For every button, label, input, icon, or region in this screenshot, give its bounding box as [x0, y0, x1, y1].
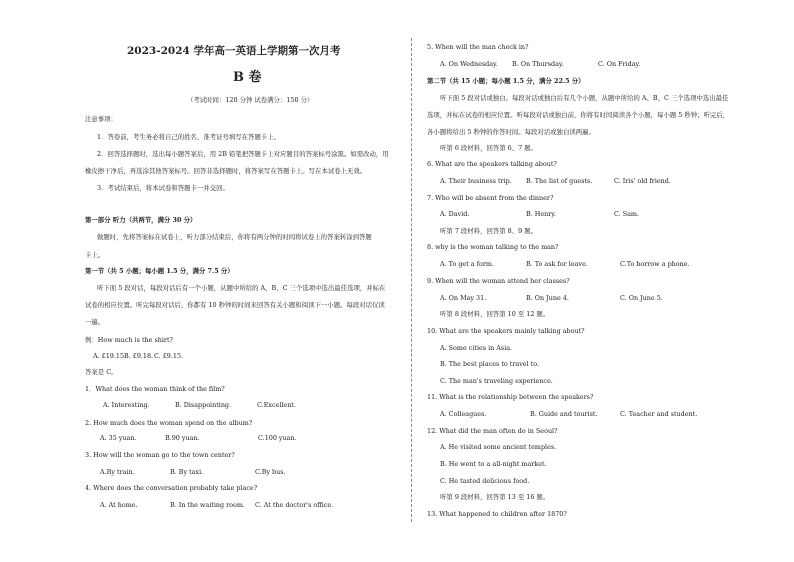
part1-heading: 第一部分 听力（共两节，满分 30 分） [85, 216, 197, 224]
column-divider [411, 38, 412, 522]
q11-option-c[interactable]: C. Teacher and student. [620, 410, 698, 418]
q4-option-c[interactable]: C. At the doctor's office. [255, 501, 334, 509]
exam-info: （考试时间：120 分钟 试卷满分：150 分） [187, 96, 314, 104]
listen-material-9: 听第 9 段材料，回答第 13 至 16 题。 [440, 493, 550, 501]
q2-stem: 2. How much does the woman spend on the album? [85, 419, 253, 427]
q7-option-c[interactable]: C. Sam. [614, 210, 640, 218]
q5-stem: 5. When will the man check in? [427, 43, 529, 51]
note-1: 1．答卷前，考生务必将自己的姓名、准考证号填写在答题卡上。 [97, 133, 281, 141]
q8-stem: 8. why is the woman talking to the man? [427, 243, 559, 251]
example-option-c: C. £9.15. [154, 352, 184, 360]
q10-option-c[interactable]: C. The man's traveling experience. [440, 377, 553, 385]
notes-heading: 注意事项： [85, 115, 117, 123]
q9-option-b[interactable]: B. On June 4. [526, 294, 569, 302]
q6-option-a[interactable]: A. Their business trip. [440, 177, 512, 185]
q5-option-a[interactable]: A. On Wednesday. [440, 60, 498, 68]
q11-option-b[interactable]: B. Guide and tourist. [530, 410, 598, 418]
example-option-b: B. £9.18. [124, 352, 154, 360]
part1-intro: 做题时，先将答案标在试卷上，听力部分结束后，你将有两分钟的时间将试卷上的答案转涂到答题 [97, 233, 372, 241]
q6-stem: 6. What are the speakers talking about? [427, 160, 557, 168]
part1-intro-cont: 卡上。 [85, 251, 105, 259]
q7-option-b[interactable]: B. Henry. [526, 210, 557, 218]
listen-material-7: 听第 7 段材料，回答第 8、9 题。 [440, 227, 538, 235]
example-option-a: A. £19.15. [93, 352, 127, 360]
example-answer: 答案是 C。 [85, 368, 118, 376]
section1-heading: 第一节（共 5 小题；每小题 1.5 分，满分 7.5 分） [85, 267, 234, 275]
q10-option-a[interactable]: A. Some cities in Asia. [440, 344, 513, 352]
section2-intro-end: 各小题将给出 5 秒钟的作答时间。每段对话或独白读两遍。 [427, 128, 595, 136]
q8-option-b[interactable]: B. To ask for leave. [526, 260, 588, 268]
q8-option-c[interactable]: C.To borrow a phone. [620, 260, 690, 268]
volume-label: B 卷 [233, 70, 262, 85]
section2-heading: 第二节（共 15 小题；每小题 1.5 分，满分 22.5 分） [427, 77, 585, 85]
q7-option-a[interactable]: A. David. [440, 210, 470, 218]
q12-option-b[interactable]: B. He went to a all-night market. [440, 460, 547, 468]
note-3: 3．考试结束后，将本试卷和答题卡一并交回。 [97, 184, 229, 192]
q3-option-b[interactable]: B. By taxi. [170, 468, 204, 476]
q4-option-b[interactable]: B. In the waiting room. [170, 501, 245, 509]
q1-stem: 1．What does the woman think of the film? [85, 385, 225, 393]
q13-stem: 13. What happened to children after 1870? [427, 510, 567, 518]
q11-stem: 11. What is the relationship between the speakers? [427, 393, 594, 401]
q10-stem: 10. What are the speakers mainly talking about? [427, 327, 585, 335]
q12-option-a[interactable]: A. He visited some ancient temples. [440, 443, 557, 451]
section1-intro: 听下面 5 段对话，每段对话后有一个小题，从题中所给的 A、B、C 三个选项中选出最佳选项，并标在 [97, 284, 386, 292]
q2-option-c[interactable]: C.100 yuan. [258, 434, 297, 442]
section2-intro: 听下面 5 段对话或独白。每段对话或独白后有几个小题，从题中所给的 A、B、C 三个选项中选出最佳 [440, 94, 729, 102]
q7-stem: 7. Who will be absent from the dinner? [427, 194, 554, 202]
q3-option-c[interactable]: C.By bus. [255, 468, 286, 476]
q10-option-b[interactable]: B. The best places to travel to. [440, 360, 540, 368]
q1-option-b[interactable]: B. Disappointing. [175, 401, 232, 409]
listen-material-8: 听第 8 段材料，回答第 10 至 12 题。 [440, 310, 550, 318]
section2-intro-cont: 选项，并标在试卷的相应位置。听每段对话或独白前，你将有时间阅读各个小题，每小题 5 秒钟；听完后， [427, 111, 730, 119]
q6-option-c[interactable]: C. Iris' old friend. [614, 177, 671, 185]
q5-option-b[interactable]: B. On Thursday. [512, 60, 564, 68]
section1-intro-end: 一遍。 [85, 318, 105, 326]
q11-option-a[interactable]: A. Colleagues. [440, 410, 487, 418]
page-title: 2023-2024 学年高一英语上学期第一次月考 [127, 45, 341, 57]
q9-stem: 9. When will the woman attend her classes? [427, 277, 570, 285]
note-2-cont: 橡皮擦干净后，再选涂其他答案标号。回答非选择题时，将答案写在答题卡上。写在本试卷上无效。 [85, 167, 367, 175]
section1-intro-cont: 试卷的相应位置。听完每段对话后，你都有 10 秒钟的时间来回答有关小题和阅读下一小题。每段对话仅读 [85, 301, 385, 309]
q4-option-a[interactable]: A. At home. [100, 501, 138, 509]
q12-stem: 12. What did the man often do in Seoul? [427, 427, 558, 435]
q2-option-a[interactable]: A. 35 yuan. [100, 434, 137, 442]
q5-option-c[interactable]: C. On Friday. [598, 60, 641, 68]
q6-option-b[interactable]: B. The list of guests. [526, 177, 593, 185]
q3-option-a[interactable]: A.By train. [100, 468, 135, 476]
q12-option-c[interactable]: C. He tasted delicious food. [440, 477, 530, 485]
q1-option-a[interactable]: A. Interesting. [103, 401, 150, 409]
listen-material-6: 听第 6 段材料，回答第 6、7 题。 [440, 144, 538, 152]
example-question: 例：How much is the shirt? [85, 336, 173, 344]
q9-option-a[interactable]: A. On May 31. [440, 294, 487, 302]
q4-stem: 4. Where does the conversation probably take place? [85, 484, 258, 492]
q2-option-b[interactable]: B.90 yuan. [165, 434, 200, 442]
q3-stem: 3. How will the woman go to the town center? [85, 451, 235, 459]
q8-option-a[interactable]: A. To get a form. [440, 260, 494, 268]
q1-option-c[interactable]: C.Excellent. [257, 401, 296, 409]
q9-option-c[interactable]: C. On June 5. [620, 294, 663, 302]
note-2: 2．回答选择题时，选出每小题答案后，用 2B 铅笔把答题卡上对应题目的答案标号涂黑。如需改动，用 [97, 150, 389, 158]
